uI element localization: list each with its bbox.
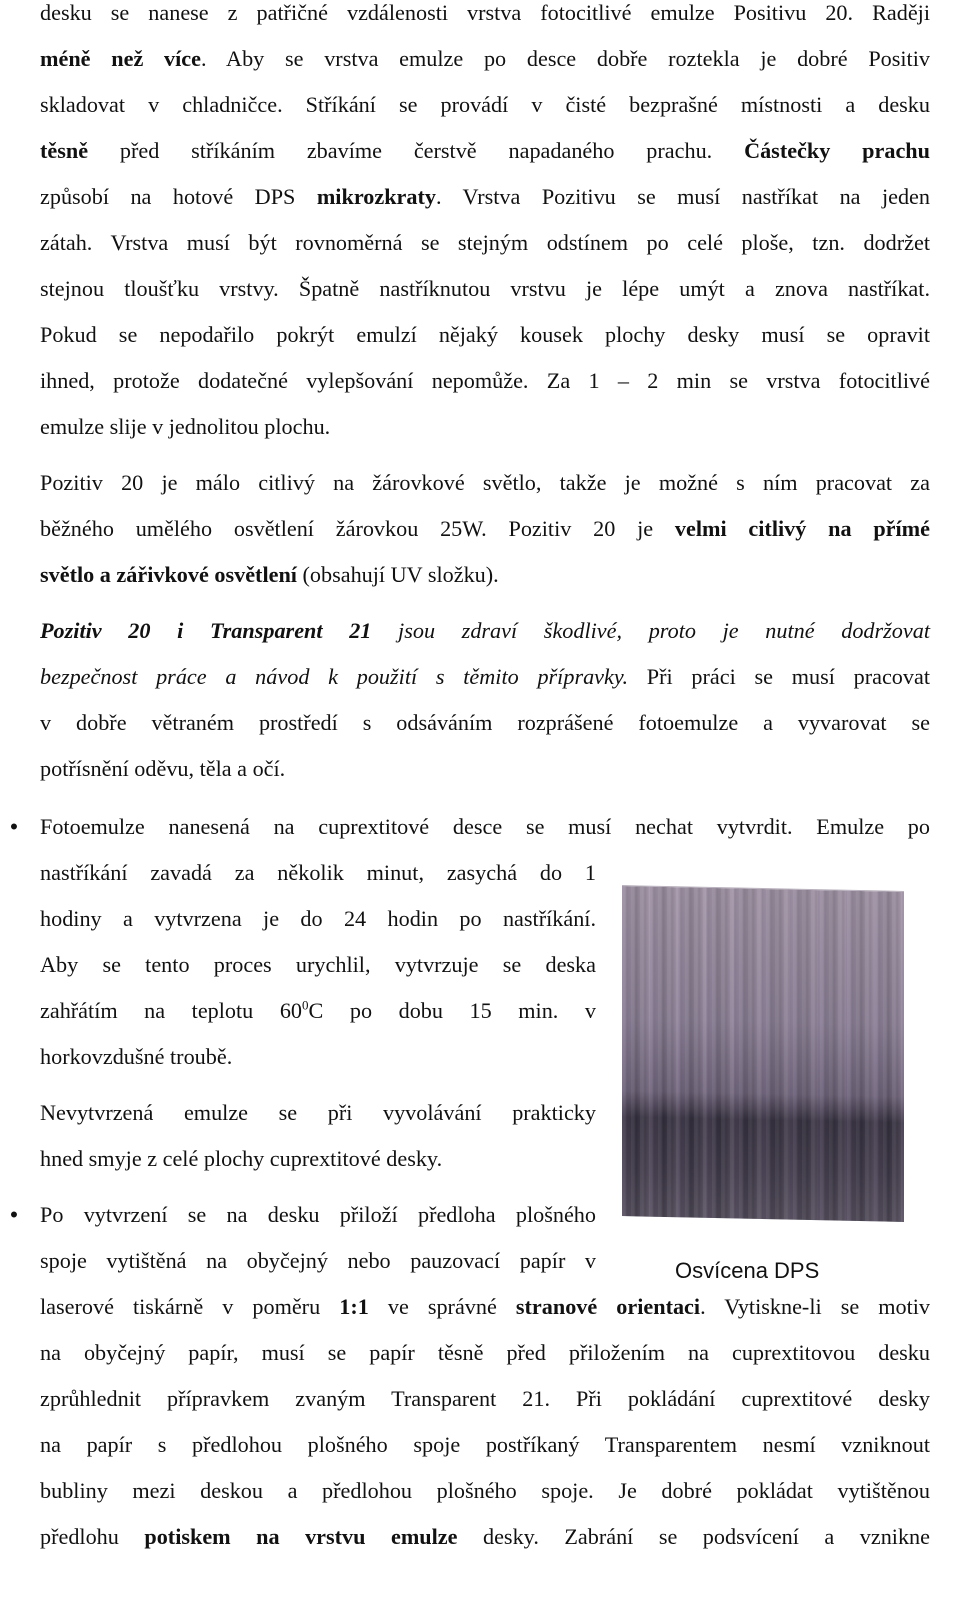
paragraph-safety (40, 608, 930, 792)
text-line (40, 1514, 930, 1560)
text-line: desku se nanese z patřičné vzdálenosti vrstva fotocitlivé emulze Positivu 20. Raději (40, 0, 930, 25)
text-line: skladovat v chladničce. Stříkání se provádí v čisté bezprašné místnosti a desku (40, 92, 930, 117)
text-span: zahřátím na teplotu 60 (40, 998, 303, 1023)
paragraph-spraying (40, 0, 930, 450)
bullet-marker: • (10, 814, 18, 839)
text-line: Nevytvrzená emulze se při vyvolávání prakticky (40, 1100, 596, 1125)
text-line: spoje vytištěná na obyčejný nebo pauzovací papír v (40, 1248, 596, 1273)
text-line: Aby se tento proces urychlil, vytvrzuje se deska (40, 952, 596, 977)
text-line: zátah. Vrstva musí být rovnoměrná se stejným odstínem po celé ploše, tzn. dodržet (40, 230, 930, 255)
text-line: stejnou tloušťku vrstvy. Špatně nastříknutou vrstvu je lépe umýt a znova nastříkat. (40, 276, 930, 301)
text-span: předlohu (40, 1524, 145, 1549)
text-line (40, 654, 930, 700)
text-line (40, 988, 596, 1034)
emphasis: Pozitiv 20 i Transparent 21 (40, 618, 372, 643)
text-line (40, 608, 930, 654)
text-line (40, 128, 930, 174)
text-span: jsou zdraví škodlivé, proto je nutné dodržovat (371, 618, 930, 643)
text-line: Pokud se nepodařilo pokrýt emulzí nějaký kousek plochy desky musí se opravit (40, 322, 930, 347)
emphasis: Částečky prachu (744, 138, 930, 163)
text-line: emulze slije v jednolitou plochu. (40, 414, 331, 439)
text-line: zprůhlednit přípravkem zvaným Transparent 21. Při pokládání cuprextitové desky (40, 1386, 930, 1411)
emphasis: těsně (40, 138, 89, 163)
text-line: nastříkání zavadá za několik minut, zasychá do 1 (40, 860, 596, 885)
text-line: na papír s předlohou plošného spoje postříkaný Transparentem nesmí vzniknout (40, 1432, 930, 1457)
text-line: Pozitiv 20 je málo citlivý na žárovkové světlo, takže je možné s ním pracovat za (40, 470, 930, 495)
text-line: Fotoemulze nanesená na cuprextitové desce se musí nechat vytvrdit. Emulze po (40, 814, 930, 839)
text-line (40, 1284, 930, 1330)
text-line (40, 552, 930, 598)
paragraph-sensitivity (40, 460, 930, 598)
text-span: . Vrstva Pozitivu se musí nastříkat na jeden (435, 184, 930, 209)
text-span: ve správné (368, 1294, 516, 1319)
text-span: laserové tiskárně v poměru (40, 1294, 340, 1319)
text-span: desky. Zabrání se podsvícení a vznikne (457, 1524, 930, 1549)
exposed-pcb-photo (622, 885, 904, 1222)
emphasis: velmi citlivý na přímé (674, 516, 930, 541)
text-span: Při práci se musí pracovat (628, 664, 930, 689)
text-line: na obyčejný papír, musí se papír těsně před přiložením na cuprextitovou desku (40, 1340, 930, 1365)
text-line: v dobře větraném prostředí s odsáváním rozprášené fotoemulze a vyvarovat se (40, 710, 930, 735)
text-line (40, 174, 930, 220)
bullet-marker: • (10, 1202, 18, 1227)
text-span: . Aby se vrstva emulze po desce dobře roztekla je dobré Positiv (200, 46, 930, 71)
emphasis: 1:1 (339, 1294, 369, 1319)
emphasis: světlo a zářivkové osvětlení (40, 562, 297, 587)
text-line: ihned, protože dodatečné vylepšování nepomůže. Za 1 – 2 min se vrstva fotocitlivé (40, 368, 930, 393)
text-line: Po vytvrzení se na desku přiloží předloha plošného (40, 1202, 596, 1227)
text-span: bezpečnost práce a návod k použití s těmito přípravky. (40, 664, 629, 689)
bullet-template (10, 1192, 930, 1560)
text-line (40, 506, 930, 552)
text-span: C po dobu 15 min. v (308, 998, 596, 1023)
text-span: způsobí na hotové DPS (40, 184, 317, 209)
emphasis: potiskem na vrstvu emulze (144, 1524, 458, 1549)
emphasis: mikrozkraty (316, 184, 436, 209)
emphasis: stranové orientaci (515, 1294, 701, 1319)
figure-caption: Osvícena DPS (675, 1258, 820, 1283)
superscript: 0 (302, 997, 309, 1013)
text-span: před stříkáním zbavíme čerstvě napadaného prachu. (88, 138, 745, 163)
text-line: potřísnění oděvu, těla a očí. (40, 756, 286, 781)
text-span: (obsahují UV složku). (296, 562, 499, 587)
text-span: . Vytiskne-li se motiv (700, 1294, 930, 1319)
text-line: hned smyje z celé plochy cuprextitové desky. (40, 1146, 443, 1171)
text-line (40, 36, 930, 82)
text-line: horkovzdušné troubě. (40, 1044, 233, 1069)
document-page (10, 0, 930, 1560)
emphasis: méně než více (40, 46, 201, 71)
text-line: bubliny mezi deskou a předlohou plošného spoje. Je dobré pokládat vytištěnou (40, 1478, 930, 1503)
text-span: běžného umělého osvětlení žárovkou 25W. Pozitiv 20 je (40, 516, 675, 541)
text-line: hodiny a vytvrzena je do 24 hodin po nastříkání. (40, 906, 596, 931)
